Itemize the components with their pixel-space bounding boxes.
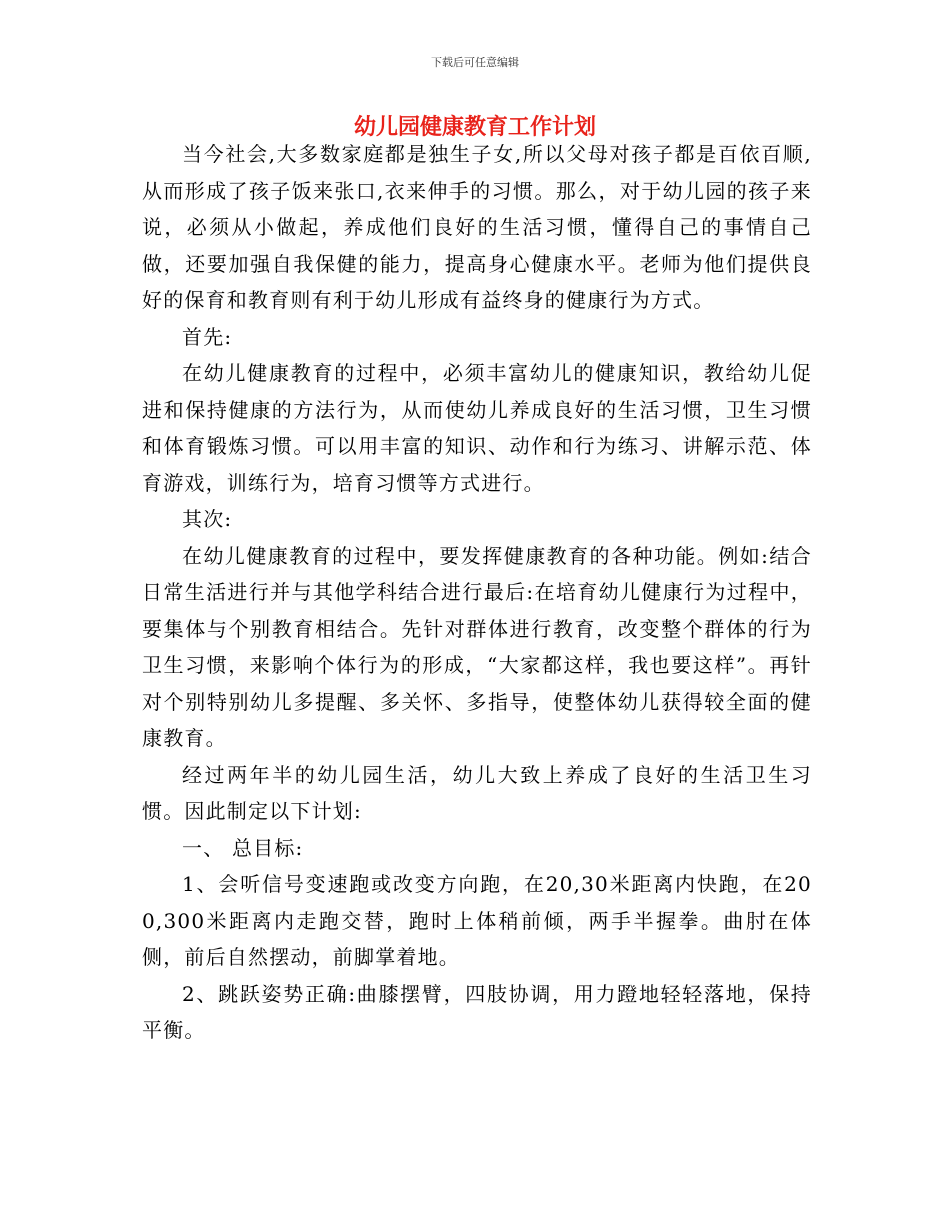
paragraph-intro: 当今社会,大多数家庭都是独生子女,所以父母对孩子都是百依百顺,从而形成了孩子饭来张口,衣来伸手的习惯。那么，对于幼儿园的孩子来说，必须从小做起，养成他们良好的生活习惯，懂得自己的事情自己做，还要加强自我保健的能力，提高身心健康水平。老师为他们提供良好的保育和教育则有利于幼儿形成有益终身的健康行为方式。 [142,142,812,312]
document-body [142,136,812,1049]
paragraph-plan-intro: 经过两年半的幼儿园生活，幼儿大致上养成了良好的生活卫生习惯。因此制定以下计划: [142,762,812,823]
paragraph-first-heading: 首先: [182,324,233,349]
paragraph-second: 在幼儿健康教育的过程中，要发挥健康教育的各种功能。例如:结合日常生活进行并与其他学科结合进行最后:在培育幼儿健康行为过程中，要集体与个别教育相结合。先针对群体进行教育，改变整个群体的行为卫生习惯，来影响个体行为的形成，“大家都这样，我也要这样”。再针对个别特别幼儿多提醒、多关怀、多指导，使整体幼儿获得较全面的健康教育。 [142,543,812,750]
paragraph-overall-goal-heading: 一、 总目标: [182,835,304,860]
document-title: 幼儿园健康教育工作计划 [353,114,596,140]
paragraph-goal-2: 2、跳跃姿势正确:曲膝摆臂，四肢协调，用力蹬地轻轻落地，保持平衡。 [142,981,812,1042]
paragraph-goal-1: 1、会听信号变速跑或改变方向跑，在20,30米距离内快跑，在200,300米距离内走跑交替，跑时上体稍前倾，两手半握拳。曲肘在体侧，前后自然摆动，前脚掌着地。 [142,872,812,969]
header-note: 下载后可任意编辑 [431,56,519,69]
paragraph-second-heading: 其次: [182,507,233,531]
paragraph-first: 在幼儿健康教育的过程中，必须丰富幼儿的健康知识，教给幼儿促进和保持健康的方法行为，从而使幼儿养成良好的生活习惯，卫生习惯和体育锻炼习惯。可以用丰富的知识、动作和行为练习、讲解示范、体育游戏，训练行为，培育习惯等方式进行。 [142,361,812,495]
